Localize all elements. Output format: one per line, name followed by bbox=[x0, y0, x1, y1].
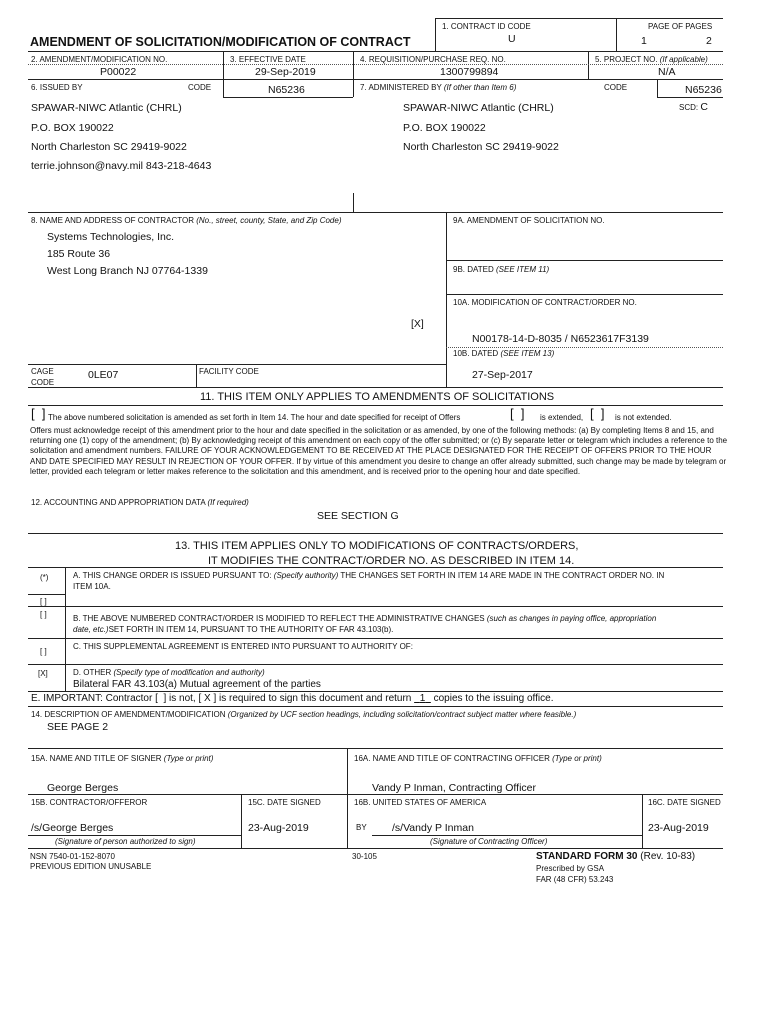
item-12-value: SEE SECTION G bbox=[317, 510, 399, 522]
item-16b-label: 16B. UNITED STATES OF AMERICA bbox=[354, 798, 487, 807]
item-14-label: 14. DESCRIPTION OF AMENDMENT/MODIFICATION (Organized by UCF section headings, including solicitation/contract subject matter where feasible.) bbox=[31, 710, 577, 719]
item-13-a-mark: (*) bbox=[40, 573, 49, 582]
amendment-no-value: P00022 bbox=[100, 66, 137, 78]
requisition-value: 1300799894 bbox=[440, 66, 499, 78]
item-e-text: E. IMPORTANT: Contractor [ ] is not, [ X ] is required to sign this document and return 1 copies to the issuing office. bbox=[31, 693, 554, 704]
item-12-label: 12. ACCOUNTING AND APPROPRIATION DATA (If required) bbox=[31, 498, 249, 507]
issuer-line-4: terrie.johnson@navy.mil 843-218-4643 bbox=[31, 160, 212, 172]
officer-signature-caption: (Signature of Contracting Officer) bbox=[430, 837, 548, 846]
item-14-value: SEE PAGE 2 bbox=[47, 721, 109, 733]
project-no-value: N/A bbox=[658, 66, 676, 78]
previous-edition-note: PREVIOUS EDITION UNUSABLE bbox=[30, 862, 152, 871]
contractor-label: 8. NAME AND ADDRESS OF CONTRACTOR (No., street, county, State, and Zip Code) bbox=[31, 216, 342, 225]
item-13-c-checkbox[interactable]: [ ] bbox=[40, 647, 47, 656]
admin-line-3: North Charleston SC 29419-9022 bbox=[403, 141, 559, 153]
item-13-a-line-1: A. THIS CHANGE ORDER IS ISSUED PURSUANT TO: (Specify authority) THE CHANGES SET FORTH IN ITEM 14 ARE MADE IN THE CONTRACT ORDER NO. IN bbox=[73, 571, 665, 580]
issuer-line-3: North Charleston SC 29419-9022 bbox=[31, 141, 187, 153]
item-13-heading-1: 13. THIS ITEM APPLIES ONLY TO MODIFICATIONS OF CONTRACTS/ORDERS, bbox=[175, 540, 579, 552]
item-13-a-line-2: ITEM 10A. bbox=[73, 582, 111, 591]
form-code: 30-105 bbox=[352, 852, 377, 861]
item-15b-label: 15B. CONTRACTOR/OFFEROR bbox=[31, 798, 148, 807]
contractor-signature-caption: (Signature of person authorized to sign) bbox=[55, 837, 196, 846]
item-11-paragraph: Offers must acknowledge receipt of this amendment prior to the hour and date specified in the solicitation or as amended, by one of the following methods: (a) By completing Items 8 and 15, and returning one (1) copy of the amendment; (b) By acknowledging receipt of this amendment on each copy of the offer submitted; or (c) By separate letter or telegram which includes a reference to the solicitation and amendment numbers. FAILURE OF YOUR ACKNOWLEDGEMENT TO BE RECEIVED AT THE PLACE DESIGNATED FOR THE RECEIPT OF OFFERS PRIOR TO THE HOUR AND DATE SPECIFIED MAY RESULT IN REJECTION OF YOUR OFFER. If by virtue of this amendment you desire to change an offer already submitted, such change may be made by telegram or letter, provided each telegram or letter makes reference to the solicitation and this amendment, and is received prior to the opening hour and date specified. bbox=[30, 426, 728, 476]
cage-label-1: CAGE bbox=[31, 367, 54, 376]
item-13-d-checkbox[interactable]: [X] bbox=[38, 669, 48, 678]
contract-id-label: 1. CONTRACT ID CODE bbox=[442, 22, 531, 31]
item-11-line-1: The above numbered solicitation is amended as set forth in Item 14. The hour and date specified for receipt of Offers bbox=[48, 413, 461, 422]
by-label: BY bbox=[356, 823, 367, 832]
issued-code-label: CODE bbox=[188, 83, 212, 92]
item-15a-label: 15A. NAME AND TITLE OF SIGNER (Type or print) bbox=[31, 754, 214, 763]
issued-by-label: 6. ISSUED BY bbox=[31, 83, 83, 92]
admin-code-label: CODE bbox=[604, 83, 628, 92]
is-extended-box[interactable]: [ ] bbox=[510, 406, 525, 421]
admin-line-2: P.O. BOX 190022 bbox=[403, 122, 486, 134]
standard-form-name: STANDARD FORM 30 (Rev. 10-83) bbox=[536, 851, 696, 862]
amendment-9a-label: 9A. AMENDMENT OF SOLICITATION NO. bbox=[453, 216, 605, 225]
copies-count: 1 bbox=[419, 693, 426, 704]
modification-10a-label: 10A. MODIFICATION OF CONTRACT/ORDER NO. bbox=[453, 298, 637, 307]
effective-date-label: 3. EFFECTIVE DATE bbox=[230, 55, 306, 64]
item-16c-label: 16C. DATE SIGNED bbox=[648, 798, 721, 807]
signer-name: George Berges bbox=[47, 782, 119, 794]
checkbox-10a[interactable]: [X] bbox=[411, 318, 424, 330]
admin-code-value: N65236 bbox=[685, 84, 722, 96]
page-of-pages-label: PAGE OF PAGES bbox=[648, 22, 713, 31]
cage-code-value: 0LE07 bbox=[88, 369, 119, 381]
officer-signature: /s/Vandy P Inman bbox=[392, 822, 474, 834]
is-extended-label: is extended, bbox=[540, 413, 584, 422]
item-13-c-text: C. THIS SUPPLEMENTAL AGREEMENT IS ENTERED INTO PURSUANT TO AUTHORITY OF: bbox=[73, 642, 413, 651]
item-13-heading-2: IT MODIFIES THE CONTRACT/ORDER NO. AS DESCRIBED IN ITEM 14. bbox=[208, 555, 575, 567]
nsn-number: NSN 7540-01-152-8070 bbox=[30, 852, 115, 861]
total-pages: 2 bbox=[706, 35, 712, 47]
officer-date-signed: 23-Aug-2019 bbox=[648, 822, 709, 834]
is-not-extended-box[interactable]: [ ] bbox=[590, 406, 605, 421]
effective-date-value: 29-Sep-2019 bbox=[255, 66, 316, 78]
contractor-line-1: Systems Technologies, Inc. bbox=[47, 231, 175, 243]
item-13-d-label: D. OTHER (Specify type of modification and authority) bbox=[73, 668, 265, 677]
form-title: AMENDMENT OF SOLICITATION/MODIFICATION OF CONTRACT bbox=[30, 35, 411, 49]
cage-label-2: CODE bbox=[31, 378, 55, 387]
contractor-date-signed: 23-Aug-2019 bbox=[248, 822, 309, 834]
dated-9b-label: 9B. DATED (SEE ITEM 11) bbox=[453, 265, 550, 274]
contractor-line-2: 185 Route 36 bbox=[47, 248, 111, 260]
item-13-b-line-1: B. THE ABOVE NUMBERED CONTRACT/ORDER IS MODIFIED TO REFLECT THE ADMINISTRATIVE CHANGES (such as changes in paying office, appropriation bbox=[73, 614, 657, 623]
issued-code-value: N65236 bbox=[268, 84, 305, 96]
issuer-line-1: SPAWAR-NIWC Atlantic (CHRL) bbox=[31, 102, 182, 114]
item-13-b-line-2: date, etc.)SET FORTH IN ITEM 14, PURSUANT TO THE AUTHORITY OF FAR 43.103(b). bbox=[73, 625, 394, 634]
scd-label: SCD: C bbox=[679, 101, 708, 113]
prescribed-by: Prescribed by GSA bbox=[536, 864, 605, 873]
requisition-label: 4. REQUISITION/PURCHASE REQ. NO. bbox=[360, 55, 506, 64]
administered-by-label: 7. ADMINISTERED BY (If other than Item 6) bbox=[360, 83, 517, 92]
amendment-no-label: 2. AMENDMENT/MODIFICATION NO. bbox=[31, 55, 168, 64]
contractor-line-3: West Long Branch NJ 07764-1339 bbox=[47, 265, 208, 277]
far-reference: FAR (48 CFR) 53.243 bbox=[536, 875, 614, 884]
dated-10b-label: 10B. DATED (SEE ITEM 13) bbox=[453, 349, 555, 358]
item-13-a-checkbox[interactable]: [ ] bbox=[40, 597, 47, 606]
contract-order-no: N00178-14-D-8035 / N6523617F3139 bbox=[472, 333, 649, 345]
item-13-b-checkbox[interactable]: [ ] bbox=[40, 610, 47, 619]
page-number: 1 bbox=[641, 35, 647, 47]
item-11-box-left[interactable]: [ ] bbox=[31, 406, 46, 421]
project-no-label: 5. PROJECT NO. (If applicable) bbox=[595, 55, 708, 64]
contractor-signature: /s/George Berges bbox=[31, 822, 114, 834]
issuer-line-2: P.O. BOX 190022 bbox=[31, 122, 114, 134]
is-not-extended-label: is not extended. bbox=[615, 413, 672, 422]
contract-id-value: U bbox=[508, 33, 516, 45]
item-13-d-value: Bilateral FAR 43.103(a) Mutual agreement of the parties bbox=[73, 679, 321, 690]
admin-line-1: SPAWAR-NIWC Atlantic (CHRL) bbox=[403, 102, 554, 114]
contracting-officer-name: Vandy P Inman, Contracting Officer bbox=[372, 782, 537, 794]
item-15c-label: 15C. DATE SIGNED bbox=[248, 798, 321, 807]
facility-code-label: FACILITY CODE bbox=[199, 367, 259, 376]
item-16a-label: 16A. NAME AND TITLE OF CONTRACTING OFFICER (Type or print) bbox=[354, 754, 602, 763]
dated-10b-value: 27-Sep-2017 bbox=[472, 369, 533, 381]
item-11-heading: 11. THIS ITEM ONLY APPLIES TO AMENDMENTS OF SOLICITATIONS bbox=[200, 391, 555, 403]
